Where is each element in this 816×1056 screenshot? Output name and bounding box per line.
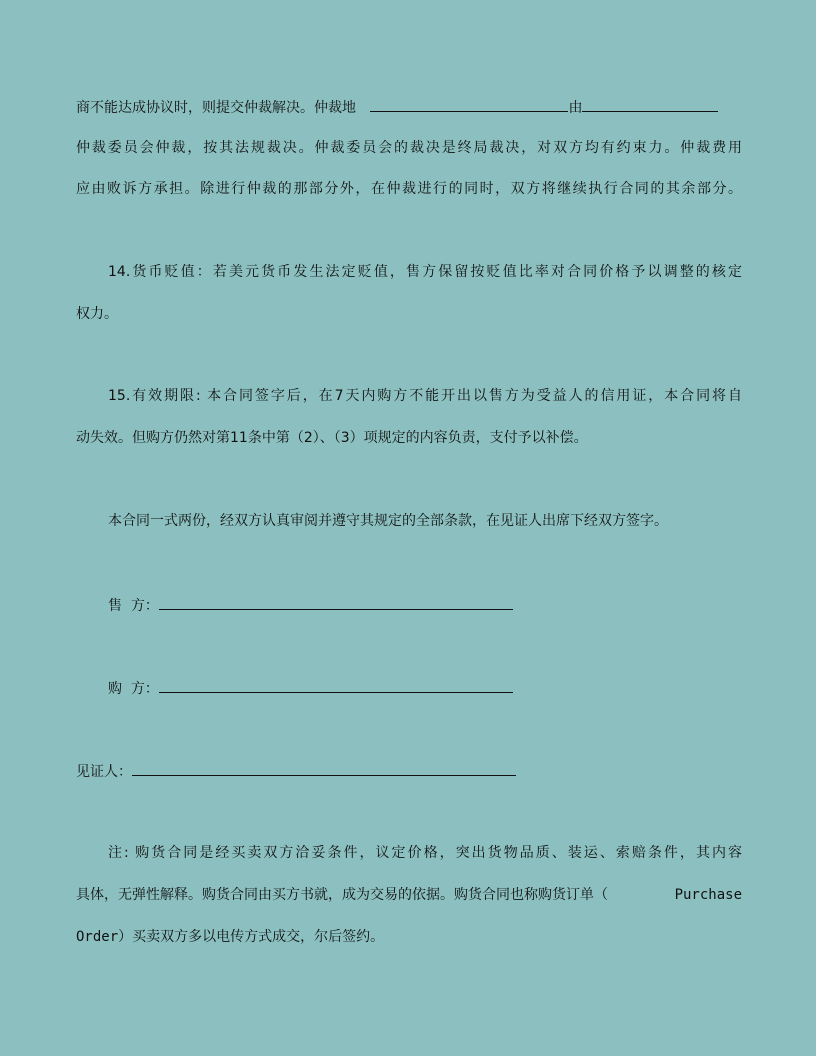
validity-clause-line-2: 动失效。但购方仍然对第11条中第（2）、（3）项规定的内容负责，支付予以补偿。: [76, 430, 588, 446]
witness-label: 见证人：: [76, 764, 132, 780]
note-line-3-text: ）买卖双方多以电传方式成交，尔后签约。: [118, 929, 385, 945]
seller-label: 售 方：: [108, 598, 159, 614]
seller-signature-line: [108, 594, 742, 616]
currency-clause-line-1: 14.货币贬值：若美元货币发生法定贬值，售方保留按贬值比率对合同价格予以调整的核定: [108, 264, 742, 280]
arbitration-place-blank: [370, 96, 568, 112]
arbitration-text-a: 商不能达成协议时，则提交仲裁解决。仲裁地: [76, 100, 356, 116]
arbitration-line-2: 仲裁委员会仲裁，按其法规裁决。仲裁委员会的裁决是终局裁决，对双方均有约束力。仲裁费用: [76, 140, 742, 156]
note-line-2: [76, 885, 742, 905]
note-line-2-english: Purchase: [674, 887, 742, 903]
note-line-2-text: 具体，无弹性解释。购货合同由买方书就，成为交易的依据。购货合同也称购货订单（: [76, 887, 608, 903]
witness-signature-field[interactable]: [132, 760, 516, 776]
arbitration-committee-blank: [582, 96, 718, 112]
buyer-label: 购 方：: [108, 681, 159, 697]
witness-signature-line: [76, 760, 742, 782]
validity-clause-line-1: 15.有效期限: 本合同签字后，在7天内购方不能开出以售方为受益人的信用证，本合同将自: [108, 388, 742, 404]
arbitration-line-1: [76, 96, 742, 118]
note-line-1: 注: 购货合同是经买卖双方洽妥条件，议定价格，突出货物品质、装运、索赔条件，其内容: [108, 845, 742, 861]
buyer-signature-field[interactable]: [159, 677, 513, 693]
arbitration-text-b: 由: [568, 100, 583, 116]
buyer-signature-line: [108, 677, 742, 699]
currency-clause-line-2: 权力。: [76, 306, 118, 322]
arbitration-line-3: 应由败诉方承担。除进行仲裁的那部分外，在仲裁进行的同时，双方将继续执行合同的其余部分。: [76, 181, 742, 197]
seller-signature-field[interactable]: [159, 594, 513, 610]
closing-statement: 本合同一式两份，经双方认真审阅并遵守其规定的全部条款，在见证人出席下经双方签字。: [108, 513, 668, 529]
note-line-3-english: Order: [76, 929, 119, 945]
note-line-3: [76, 927, 742, 947]
